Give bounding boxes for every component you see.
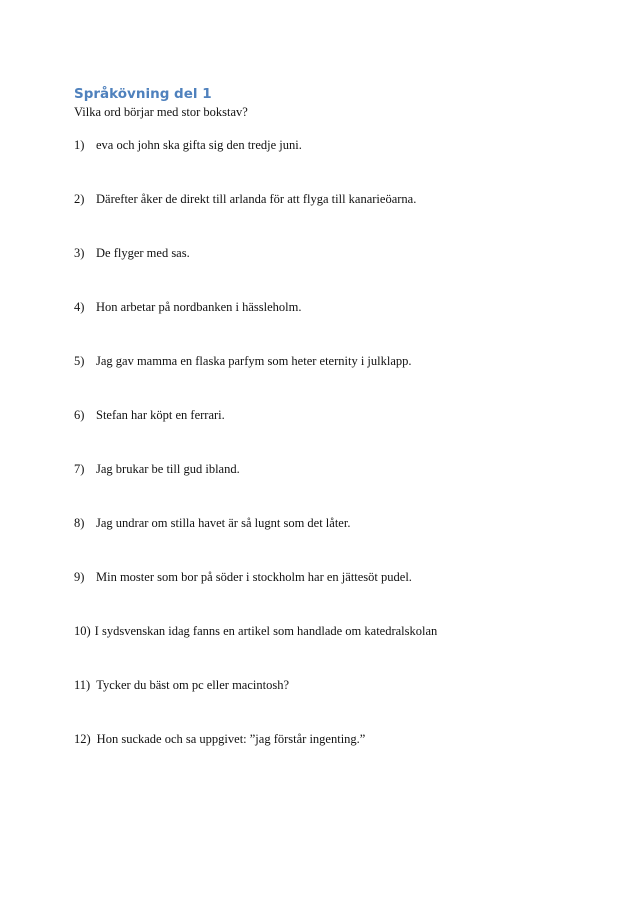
item-number: 5): [74, 354, 85, 368]
item-text: I sydsvenskan idag fanns en artikel som handlade om katedralskolan: [94, 624, 438, 638]
item-text: Stefan har köpt en ferrari.: [96, 408, 225, 422]
list-item: [74, 299, 302, 315]
list-item: [74, 245, 190, 261]
item-text: Jag gav mamma en flaska parfym som heter eternity i julklapp.: [96, 354, 412, 368]
list-item: [74, 137, 302, 153]
list-item: [74, 407, 225, 423]
item-text: Jag undrar om stilla havet är så lugnt som det låter.: [96, 516, 351, 530]
item-text: Tycker du bäst om pc eller macintosh?: [96, 678, 290, 692]
list-item: [74, 731, 365, 747]
item-number: 7): [74, 462, 85, 476]
item-number: 3): [74, 246, 85, 260]
list-item: [74, 623, 437, 639]
item-number: 11): [74, 678, 91, 692]
item-text: Därefter åker de direkt till arlanda för att flyga till kanarieöarna.: [96, 192, 417, 206]
list-item: [74, 353, 412, 369]
list-item: [74, 677, 289, 693]
item-text: De flyger med sas.: [96, 246, 190, 260]
item-number: 4): [74, 300, 85, 314]
item-number: 6): [74, 408, 85, 422]
item-text: Jag brukar be till gud ibland.: [96, 462, 240, 476]
item-text: Hon suckade och sa uppgivet: ”jag förstår ingenting.”: [96, 732, 366, 746]
item-number: 1): [74, 138, 85, 152]
item-number: 9): [74, 570, 85, 584]
page-title: Språkövning del 1: [74, 86, 212, 102]
item-number: 2): [74, 192, 85, 206]
item-number: 12): [74, 732, 91, 746]
item-text: eva och john ska gifta sig den tredje juni.: [96, 138, 302, 152]
item-text: Hon arbetar på nordbanken i hässleholm.: [96, 300, 302, 314]
list-item: [74, 461, 240, 477]
item-number: 10): [74, 624, 91, 638]
instruction-text: Vilka ord börjar med stor bokstav?: [74, 105, 248, 119]
list-item: [74, 515, 350, 531]
item-text: Min moster som bor på söder i stockholm har en jättesöt pudel.: [96, 570, 412, 584]
list-item: [74, 191, 416, 207]
list-item: [74, 569, 412, 585]
item-number: 8): [74, 516, 85, 530]
